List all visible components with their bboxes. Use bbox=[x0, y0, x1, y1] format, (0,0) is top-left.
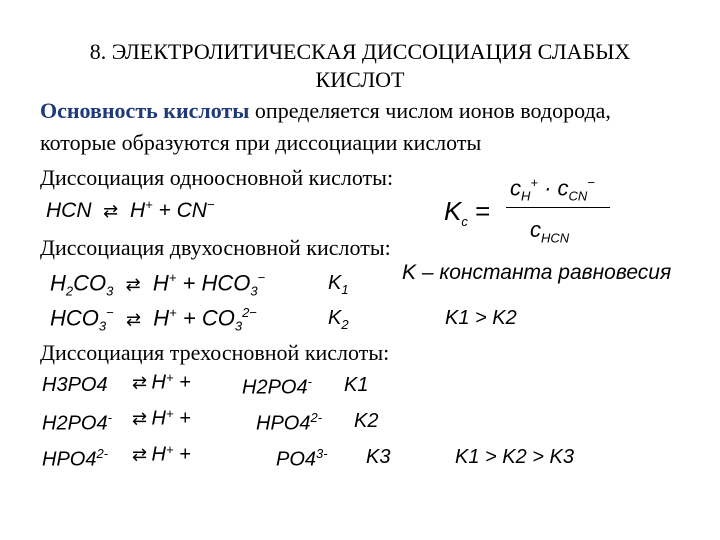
intro-line-2: которые образуются при диссоциации кислоты bbox=[40, 130, 482, 155]
tri-product-2: $HPO4^{2-}$ bbox=[256, 410, 323, 435]
equilibrium-arrow-icon: ⇄ bbox=[125, 309, 142, 331]
title-line-1: 8. ЭЛЕКТРОЛИТИЧЕСКАЯ ДИССОЦИАЦИЯ СЛАБЫХ bbox=[89, 39, 631, 64]
intro-bold-term: Основность кислоты bbox=[40, 98, 250, 123]
di-k1: $K_1$ bbox=[328, 272, 349, 297]
tri-r1-rhs: ⇄ H+ + bbox=[132, 370, 191, 394]
mono-heading: Диссоциация одноосновной кислоты: bbox=[40, 165, 394, 190]
kc-denominator: $c_{HCN}$ bbox=[530, 217, 570, 246]
equilibrium-arrow-icon: ⇄ bbox=[132, 444, 148, 466]
tri-r2-rhs: ⇄ H+ + bbox=[132, 406, 191, 430]
tri-heading: Диссоциация трехосновной кислоты: bbox=[40, 340, 390, 365]
intro-rest: определяется числом ионов водорода, bbox=[249, 98, 611, 123]
equilibrium-arrow-icon: ⇄ bbox=[132, 408, 148, 430]
mono-acid: HCN bbox=[46, 199, 92, 222]
tri-compare: K1 > K2 > K3 bbox=[455, 446, 574, 468]
tri-k1: K1 bbox=[344, 374, 369, 396]
tri-acid-2: H2PO4- bbox=[42, 410, 112, 435]
title-line-2: КИСЛОТ bbox=[315, 67, 405, 92]
tri-acid-3: $HPO4^{2-}$ bbox=[42, 446, 109, 471]
di-compare: K1 > K2 bbox=[445, 307, 517, 329]
di-reaction-1: $H_2CO_3$ ⇄ $H^+ + HCO_3^-$ bbox=[50, 270, 266, 299]
mono-h: H bbox=[129, 199, 146, 222]
equilibrium-arrow-icon: ⇄ bbox=[103, 201, 119, 222]
mono-equation: HCN ⇄ H+ + CN− bbox=[46, 197, 215, 222]
mono-cn: CN bbox=[176, 199, 207, 222]
di-reaction-2: $HCO_3^-$ ⇄ $H^+ + CO_3^{2-}$ bbox=[50, 305, 257, 334]
tri-acid-1: H3PO4 bbox=[42, 374, 108, 396]
k-constant-label: K – константа равновесия bbox=[402, 261, 672, 284]
di-k2: $K_2$ bbox=[328, 307, 349, 332]
kc-fraction-bar bbox=[506, 207, 610, 208]
equilibrium-arrow-icon: ⇄ bbox=[132, 372, 148, 394]
equilibrium-arrow-icon: ⇄ bbox=[125, 274, 141, 296]
kc-symbol: $K_c$ = bbox=[444, 196, 491, 230]
tri-product-1: H2PO4- bbox=[242, 374, 312, 399]
di-heading: Диссоциация двухосновной кислоты: bbox=[40, 235, 391, 260]
kc-numerator: $c_H^+ \cdot c_{CN}^-$ bbox=[510, 175, 595, 204]
tri-product-3: $PO4^{3-}$ bbox=[276, 446, 328, 471]
tri-k3: K3 bbox=[366, 446, 391, 468]
page-title bbox=[0, 38, 720, 94]
intro-line-1 bbox=[40, 98, 611, 124]
tri-r3-rhs: ⇄ H+ + bbox=[132, 442, 191, 466]
tri-k2: K2 bbox=[354, 410, 379, 432]
